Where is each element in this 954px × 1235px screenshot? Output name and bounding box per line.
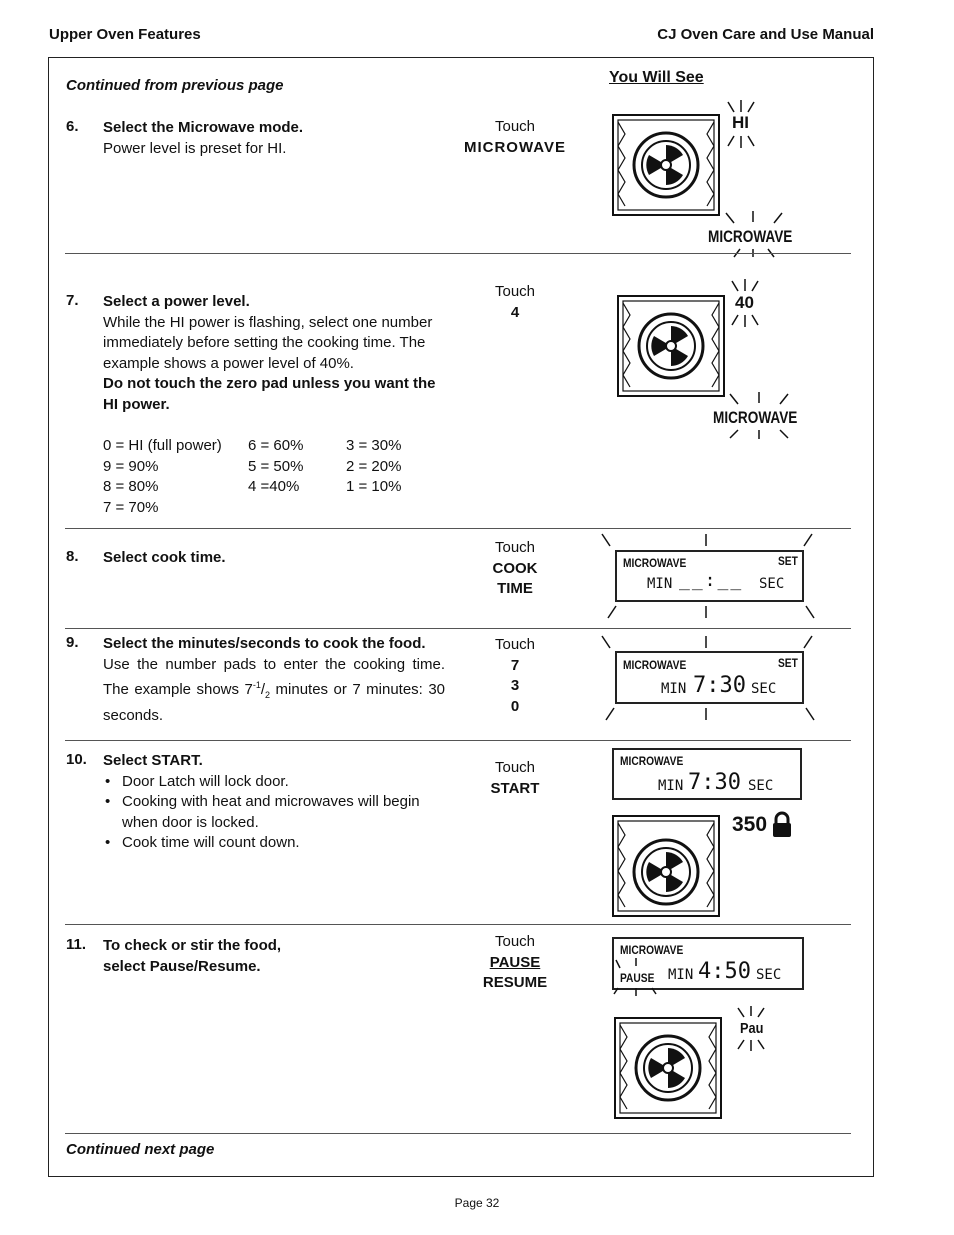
step-11-text	[103, 936, 313, 977]
touch-label: Touch	[494, 283, 536, 300]
power-cell: 0 = HI (full power)	[103, 437, 222, 454]
continued-next-note: Continued next page	[66, 1141, 215, 1158]
lcd-sec-label: SEC	[759, 576, 785, 592]
key-start: START	[490, 779, 540, 797]
key-resume: RESUME	[482, 974, 548, 991]
lcd-min-label: MIN	[647, 576, 673, 592]
power-level-indicator: 40	[735, 293, 754, 312]
divider	[65, 528, 851, 529]
touch-instruction	[460, 635, 570, 717]
step-title: Select START.	[103, 752, 203, 769]
touch-label: Touch	[494, 539, 536, 556]
page-number: Page 32	[454, 1196, 500, 1210]
power-table	[103, 436, 423, 518]
bullet-item: • Door Latch will lock door.	[122, 772, 445, 793]
key-0: 0	[510, 697, 520, 715]
lcd-display	[615, 651, 804, 704]
step-number: 10.	[66, 751, 87, 768]
power-cell: 6 = 60%	[248, 437, 304, 454]
step-title: Select cook time.	[103, 549, 226, 566]
step-warning: Do not touch the zero pad unless you want the HI power.	[103, 375, 436, 413]
hi-indicator: HI	[732, 113, 749, 132]
key-time: TIME	[497, 580, 533, 597]
oven-fan-icon	[614, 1017, 722, 1119]
step-body: While the HI power is flashing, select one number immediately before setting the cooking time. The example shows a power level of 40%.	[103, 313, 433, 372]
lcd-time: 4:50	[698, 959, 751, 984]
power-cell: 2 = 20%	[346, 457, 402, 475]
power-cell: 7 = 70%	[103, 498, 159, 516]
you-will-see-heading: You Will See	[609, 69, 704, 86]
microwave-indicator: MICROWAVE	[713, 408, 798, 427]
key-cook: COOK	[492, 559, 538, 577]
temperature-indicator: 350	[732, 813, 768, 836]
step-6-text	[103, 118, 445, 159]
key-pause: PAUSE	[489, 953, 541, 971]
step-7-text	[103, 292, 445, 415]
oven-fan-icon	[612, 114, 720, 216]
power-cell: 9 = 90%	[103, 457, 159, 475]
step-10-text	[103, 751, 445, 854]
lcd-time: 7:30	[688, 770, 741, 795]
key-microwave: MICROWAVE	[463, 138, 567, 156]
step-body: Use the number pads to enter the cooking time. The example shows $7^{-1}/_2$ minutes or 7 minutes: 30 seconds.	[103, 655, 446, 724]
touch-label: Touch	[494, 759, 536, 776]
power-cell: 1 = 10%	[346, 478, 402, 495]
bullet-item: • Cook time will count down.	[122, 833, 445, 854]
continued-from-note: Continued from previous page	[66, 77, 284, 94]
oven-fan-icon	[617, 295, 725, 397]
power-cell: 8 = 80%	[103, 478, 159, 495]
touch-instruction	[460, 538, 570, 600]
key-3: 3	[510, 677, 520, 694]
step-title: To check or stir the food, select Pause/Resume.	[103, 937, 282, 975]
lcd-mode-label: MICROWAVE	[623, 658, 687, 672]
power-cell: 4 =40%	[248, 478, 300, 495]
flash-rays-icon	[612, 958, 662, 998]
lcd-time: 7:30	[693, 673, 746, 698]
oven-fan-icon	[612, 815, 720, 917]
touch-label: Touch	[494, 118, 536, 135]
lock-icon	[772, 812, 792, 838]
lcd-min-label: MIN	[668, 967, 694, 983]
touch-instruction	[460, 282, 570, 323]
lcd-min-label: MIN	[661, 681, 687, 697]
step-number: 9.	[66, 634, 79, 651]
lcd-sec-label: SEC	[751, 681, 777, 697]
power-cell: 5 = 50%	[248, 457, 304, 475]
lcd-set-label: SET	[778, 554, 798, 568]
touch-label: Touch	[494, 933, 536, 950]
lcd-min-label: MIN	[658, 778, 684, 794]
step-number: 11.	[66, 936, 87, 953]
lcd-display	[615, 550, 804, 602]
header-manual-title: CJ Oven Care and Use Manual	[657, 26, 874, 43]
touch-label: Touch	[494, 636, 536, 653]
lcd-mode-label: MICROWAVE	[620, 943, 684, 957]
power-cell: 3 = 30%	[346, 437, 402, 454]
step-9-text	[103, 634, 445, 726]
touch-instruction	[460, 758, 570, 799]
lcd-set-label: SET	[778, 656, 798, 670]
lcd-mode-label: MICROWAVE	[620, 754, 684, 768]
pause-indicator: Pau	[740, 1020, 764, 1037]
divider	[65, 740, 851, 741]
divider	[65, 253, 851, 254]
touch-instruction	[460, 117, 570, 158]
lcd-display	[612, 748, 802, 800]
lcd-time: __:__	[679, 570, 744, 591]
divider	[65, 924, 851, 925]
header-section-title: Upper Oven Features	[49, 26, 201, 43]
step-title: Select the Microwave mode.	[103, 119, 304, 136]
touch-instruction	[460, 932, 570, 994]
lcd-pause-label: PAUSE	[620, 971, 655, 985]
step-title: Select the minutes/seconds to cook the food.	[103, 635, 426, 652]
divider	[65, 628, 851, 629]
step-number: 6.	[66, 118, 79, 135]
lcd-sec-label: SEC	[748, 778, 774, 794]
step-number: 7.	[66, 292, 79, 309]
bullet-item: • Cooking with heat and microwaves will begin when door is locked.	[122, 792, 445, 833]
key-4: 4	[510, 303, 520, 321]
step-8-text	[103, 548, 445, 569]
step-title: Select a power level.	[103, 293, 250, 310]
microwave-indicator: MICROWAVE	[708, 227, 793, 246]
divider	[65, 1133, 851, 1134]
lcd-sec-label: SEC	[756, 967, 782, 983]
lcd-mode-label: MICROWAVE	[623, 556, 687, 570]
step-number: 8.	[66, 548, 79, 565]
step-body: Power level is preset for HI.	[103, 139, 287, 157]
key-7: 7	[510, 656, 520, 674]
